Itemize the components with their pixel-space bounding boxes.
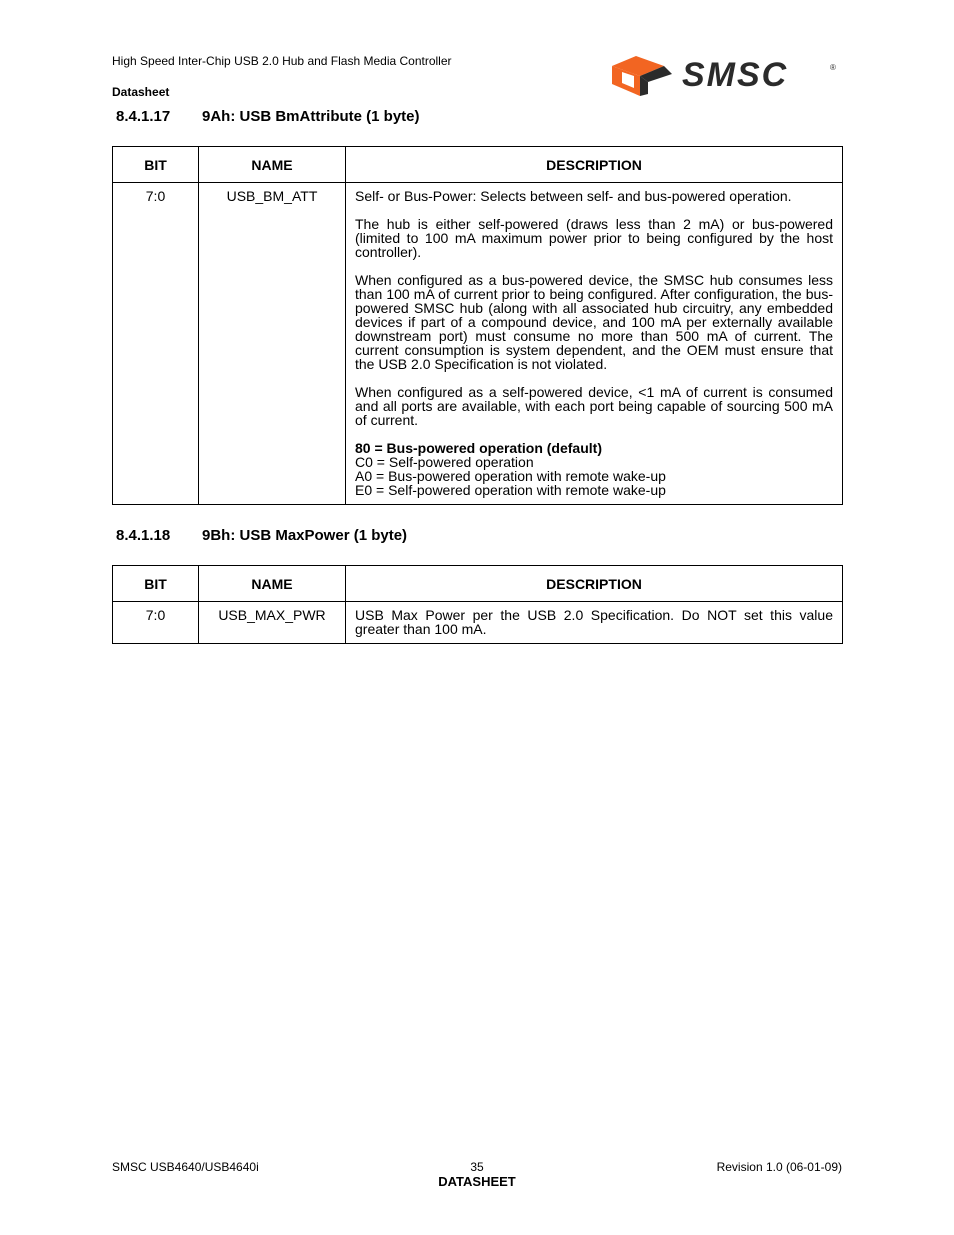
description-paragraph: When configured as a bus-powered device, the SMSC hub consumes less than 100 mA of current prior to being configured. After configuration, the bus-powered SMSC hub (along with all associated hub circuitry, any embedded devices if part of a compound device, and 100 mA per externally available downstream port) must consume no more than 500 mA of current. The current consumption is system dependent, and the OEM must ensure that the USB 2.0 Specification is not violated.: [355, 272, 833, 372]
footer-revision: Revision 1.0 (06-01-09): [716, 1160, 842, 1174]
logo-registered-mark: ®: [830, 63, 836, 72]
logo-wordmark: SMSC: [682, 56, 789, 94]
column-header-name: NAME: [199, 147, 346, 183]
section-number: 8.4.1.18: [116, 527, 171, 544]
document-type-label: Datasheet: [112, 85, 170, 99]
description-paragraph: When configured as a self-powered device, <1 mA of current is consumed and all ports are available, with each port being capable of sourcing 500 mA of current.: [355, 384, 833, 428]
cell-name: USB_MAX_PWR: [199, 602, 346, 644]
table-header-row: [113, 566, 843, 602]
document-title: High Speed Inter-Chip USB 2.0 Hub and Flash Media Controller: [112, 54, 452, 68]
cell-description: [346, 183, 843, 505]
cell-name: USB_BM_ATT: [199, 183, 346, 505]
section-title-text: 9Bh: USB MaxPower (1 byte): [202, 527, 408, 544]
section-heading-bmattribute: [116, 108, 420, 125]
option-list: [355, 441, 833, 497]
section-heading-maxpower: [116, 527, 407, 544]
column-header-bit: BIT: [113, 147, 199, 183]
table-row: [113, 602, 843, 644]
cell-bit: 7:0: [113, 183, 199, 505]
column-header-name: NAME: [199, 566, 346, 602]
register-table-bmattribute: [112, 146, 843, 505]
description-paragraph: USB Max Power per the USB 2.0 Specification. Do NOT set this value greater than 100 mA.: [355, 607, 833, 637]
section-title-text: 9Ah: USB BmAttribute (1 byte): [202, 108, 420, 125]
description-paragraph: The hub is either self-powered (draws less than 2 mA) or bus-powered (limited to 100 mA maximum power prior to being configured by the host controller).: [355, 216, 833, 260]
cell-description: [346, 602, 843, 644]
option-item: C0 = Self-powered operation: [355, 454, 534, 470]
option-item: A0 = Bus-powered operation with remote wake-up: [355, 468, 666, 484]
table-row: [113, 183, 843, 505]
section-number: 8.4.1.17: [116, 108, 171, 125]
column-header-description: DESCRIPTION: [346, 147, 843, 183]
footer-datasheet-label: DATASHEET: [438, 1174, 516, 1189]
footer-page-block: [377, 1160, 577, 1189]
column-header-bit: BIT: [113, 566, 199, 602]
column-header-description: DESCRIPTION: [346, 566, 843, 602]
option-default: 80 = Bus-powered operation (default): [355, 440, 602, 456]
register-table-maxpower: [112, 565, 843, 644]
option-item: E0 = Self-powered operation with remote wake-up: [355, 482, 666, 498]
smsc-logo: [608, 52, 840, 98]
cell-bit: 7:0: [113, 602, 199, 644]
description-paragraph: Self- or Bus-Power: Selects between self- and bus-powered operation.: [355, 188, 792, 204]
footer-product: SMSC USB4640/USB4640i: [112, 1160, 259, 1174]
page-number: 35: [470, 1160, 484, 1174]
table-header-row: [113, 147, 843, 183]
